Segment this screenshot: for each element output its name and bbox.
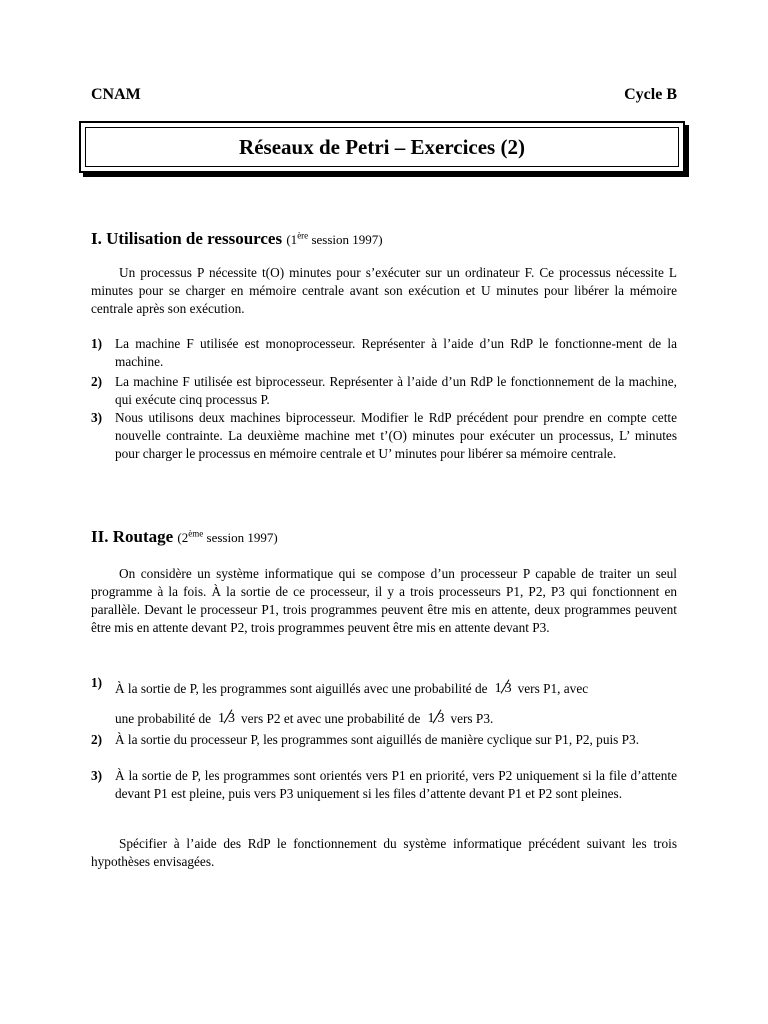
item-number: 1)	[91, 675, 103, 690]
section-1-intro: Un processus P nécessite t(O) minutes pour s’exécuter sur un ordinateur F. Ce processus nécessite L minutes pour se charger en mémoire centrale avant son exécution et U minutes pour libérer la mémoire centrale après son exécution.	[91, 265, 677, 316]
title-box-inner	[85, 127, 679, 167]
section-2-item-1	[91, 674, 677, 734]
item-number: 2)	[91, 732, 103, 747]
section-1-title: I. Utilisation de ressources	[91, 229, 283, 248]
page-header	[91, 86, 677, 104]
header-left: CNAM	[91, 86, 141, 103]
item-text: La machine F utilisée est monoprocesseur. Représenter à l’aide d’un RdP le fonctionne-ment de la machine.	[115, 336, 677, 369]
section-2-heading	[91, 527, 278, 547]
page-title: Réseaux de Petri – Exercices (2)	[239, 134, 525, 159]
item-number: 2)	[91, 374, 103, 389]
fraction-one-third: 1 3	[427, 711, 445, 726]
item-text: À la sortie de P, les programmes sont aiguillés avec une probabilité de 1 3 vers P1, avec une probabilité de 1 3 vers P2 et avec une probabilité de 1 3 vers P3.	[115, 674, 677, 734]
section-1-item-2	[91, 373, 677, 409]
header-right: Cycle B	[624, 86, 677, 103]
item-number: 3)	[91, 410, 103, 425]
item-text: À la sortie de P, les programmes sont orientés vers P1 en priorité, vers P2 uniquement si la file d’attente devant P1 est pleine, puis vers P3 uniquement si les files d’attente devant P1 et P2 sont pleines.	[115, 768, 677, 801]
item-number: 3)	[91, 768, 103, 783]
section-2-item-2	[91, 731, 677, 749]
item-number: 1)	[91, 336, 103, 351]
fraction-one-third: 1 3	[218, 711, 235, 726]
section-2-item-3	[91, 767, 677, 803]
section-1-item-1	[91, 335, 677, 371]
section-2-title: II. Routage	[91, 527, 174, 546]
section-1-heading	[91, 229, 383, 249]
fraction-one-third: 1 3	[494, 681, 512, 696]
section-1-item-3	[91, 409, 677, 463]
title-box	[79, 121, 685, 173]
section-2-session: (2ème session 1997)	[177, 528, 278, 545]
section-2-intro: On considère un système informatique qui se compose d’un processeur P capable de traiter un seul programme à la fois. À la sortie de ce processeur, il y a trois processeurs P1, P2, P3 qui fonctionnent en parallèle. Devant le processeur P1, trois programmes peuvent être mis en attente, deux programmes peuvent être mis en attente devant P2, trois programmes peuvent être mis en attente devant P3.	[91, 566, 677, 635]
section-1-session: (1ère session 1997)	[286, 230, 383, 247]
section-2-conclusion: Spécifier à l’aide des RdP le fonctionnement du système informatique précédent suivant les trois hypothèses envisagées.	[91, 836, 677, 869]
item-text: La machine F utilisée est biprocesseur. Représenter à l’aide d’un RdP le fonctionnement de la machine, qui exécute cinq processus P.	[115, 374, 677, 407]
item-text: Nous utilisons deux machines biprocesseur. Modifier le RdP précédent pour prendre en compte cette nouvelle contrainte. La deuxième machine met t’(O) minutes pour exécuter un processus, L’ minutes pour charger le processus en mémoire centrale et U’ minutes pour libérer sa mémoire centrale.	[115, 410, 677, 461]
item-text: À la sortie du processeur P, les programmes sont aiguillés de manière cyclique sur P1, P2, puis P3.	[115, 732, 640, 747]
